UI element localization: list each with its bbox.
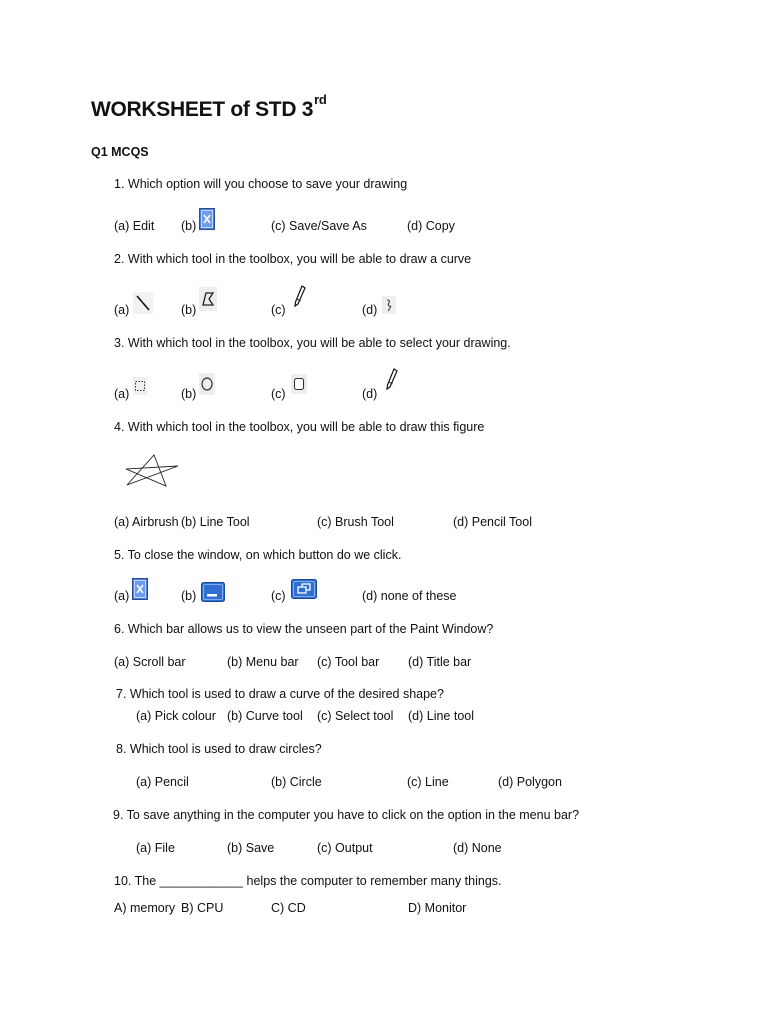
question-6: 6. Which bar allows us to view the unseen part of the Paint Window? (114, 622, 494, 636)
q4-option-d: (d) Pencil Tool (453, 515, 532, 529)
q7-option-a: (a) Pick colour (136, 709, 216, 723)
q5-option-b: (b) (181, 589, 197, 603)
question-3: 3. With which tool in the toolbox, you will be able to select your drawing. (114, 336, 511, 350)
star-figure (124, 452, 180, 488)
q8-option-d: (d) Polygon (498, 775, 562, 789)
q3-option-d: (d) (362, 387, 378, 401)
q10-option-b: B) CPU (181, 901, 224, 915)
q7-option-c: (c) Select tool (317, 709, 394, 723)
q10-option-d: D) Monitor (408, 901, 467, 915)
question-5: 5. To close the window, on which button do we click. (114, 548, 402, 562)
q7-option-b: (b) Curve tool (227, 709, 303, 723)
q10-option-a: A) memory (114, 901, 176, 915)
q3-option-a: (a) (114, 387, 130, 401)
question-8: 8. Which tool is used to draw circles? (116, 742, 322, 756)
q1-option-c: (c) Save/Save As (271, 219, 367, 233)
question-4: 4. With which tool in the toolbox, you will be able to draw this figure (114, 420, 485, 434)
q7-option-d: (d) Line tool (408, 709, 475, 723)
q8-option-c: (c) Line (407, 775, 449, 789)
select-rectangle-icon (133, 377, 147, 395)
pencil-icon (385, 367, 399, 393)
q2-option-d: (d) (362, 303, 378, 317)
q10-option-c: C) CD (271, 901, 306, 915)
q9-option-c: (c) Output (317, 841, 373, 855)
section-heading: Q1 MCQS (91, 145, 149, 159)
q1-option-d: (d) Copy (407, 219, 455, 233)
q5-option-c: (c) (271, 589, 286, 603)
q2-option-a: (a) (114, 303, 130, 317)
q9-option-a: (a) File (136, 841, 175, 855)
q6-option-b: (b) Menu bar (227, 655, 299, 669)
q6-option-c: (c) Tool bar (317, 655, 380, 669)
q2-option-b: (b) (181, 303, 197, 317)
line-tool-icon (133, 292, 153, 314)
page-title: WORKSHEET of STD 3rd (91, 92, 327, 121)
q3-option-b: (b) (181, 387, 197, 401)
q1-option-b: (b) (181, 219, 197, 233)
q9-option-d: (d) None (453, 841, 502, 855)
ellipse-tool-icon (199, 373, 215, 395)
q9-option-b: (b) Save (227, 841, 275, 855)
title-superscript: rd (314, 92, 327, 107)
q4-option-c: (c) Brush Tool (317, 515, 394, 529)
minimize-icon (201, 582, 225, 602)
q4-option-b: (b) Line Tool (181, 515, 250, 529)
q6-option-d: (d) Title bar (408, 655, 472, 669)
q4-option-a: (a) Airbrush (114, 515, 179, 529)
question-7: 7. Which tool is used to draw a curve of the desired shape? (116, 687, 444, 701)
q6-option-a: (a) Scroll bar (114, 655, 186, 669)
restore-icon (291, 579, 317, 599)
polygon-tool-icon (199, 287, 217, 311)
question-9: 9. To save anything in the computer you have to click on the option in the menu bar? (113, 808, 580, 822)
question-10: 10. The ____________ helps the computer to remember many things. (114, 874, 502, 888)
q3-option-c: (c) (271, 387, 286, 401)
q2-option-c: (c) (271, 303, 286, 317)
q5-option-d: (d) none of these (362, 589, 457, 603)
q1-option-a: (a) Edit (114, 219, 155, 233)
close-x-icon (199, 208, 215, 230)
q8-option-b: (b) Circle (271, 775, 322, 789)
question-2: 2. With which tool in the toolbox, you will be able to draw a curve (114, 252, 472, 266)
rounded-rectangle-tool-icon (291, 374, 307, 394)
curve-tool-icon (382, 296, 396, 314)
close-x-icon (132, 578, 148, 600)
pencil-icon (293, 284, 307, 310)
q5-option-a: (a) (114, 589, 130, 603)
q8-option-a: (a) Pencil (136, 775, 189, 789)
question-1: 1. Which option will you choose to save your drawing (114, 177, 408, 191)
